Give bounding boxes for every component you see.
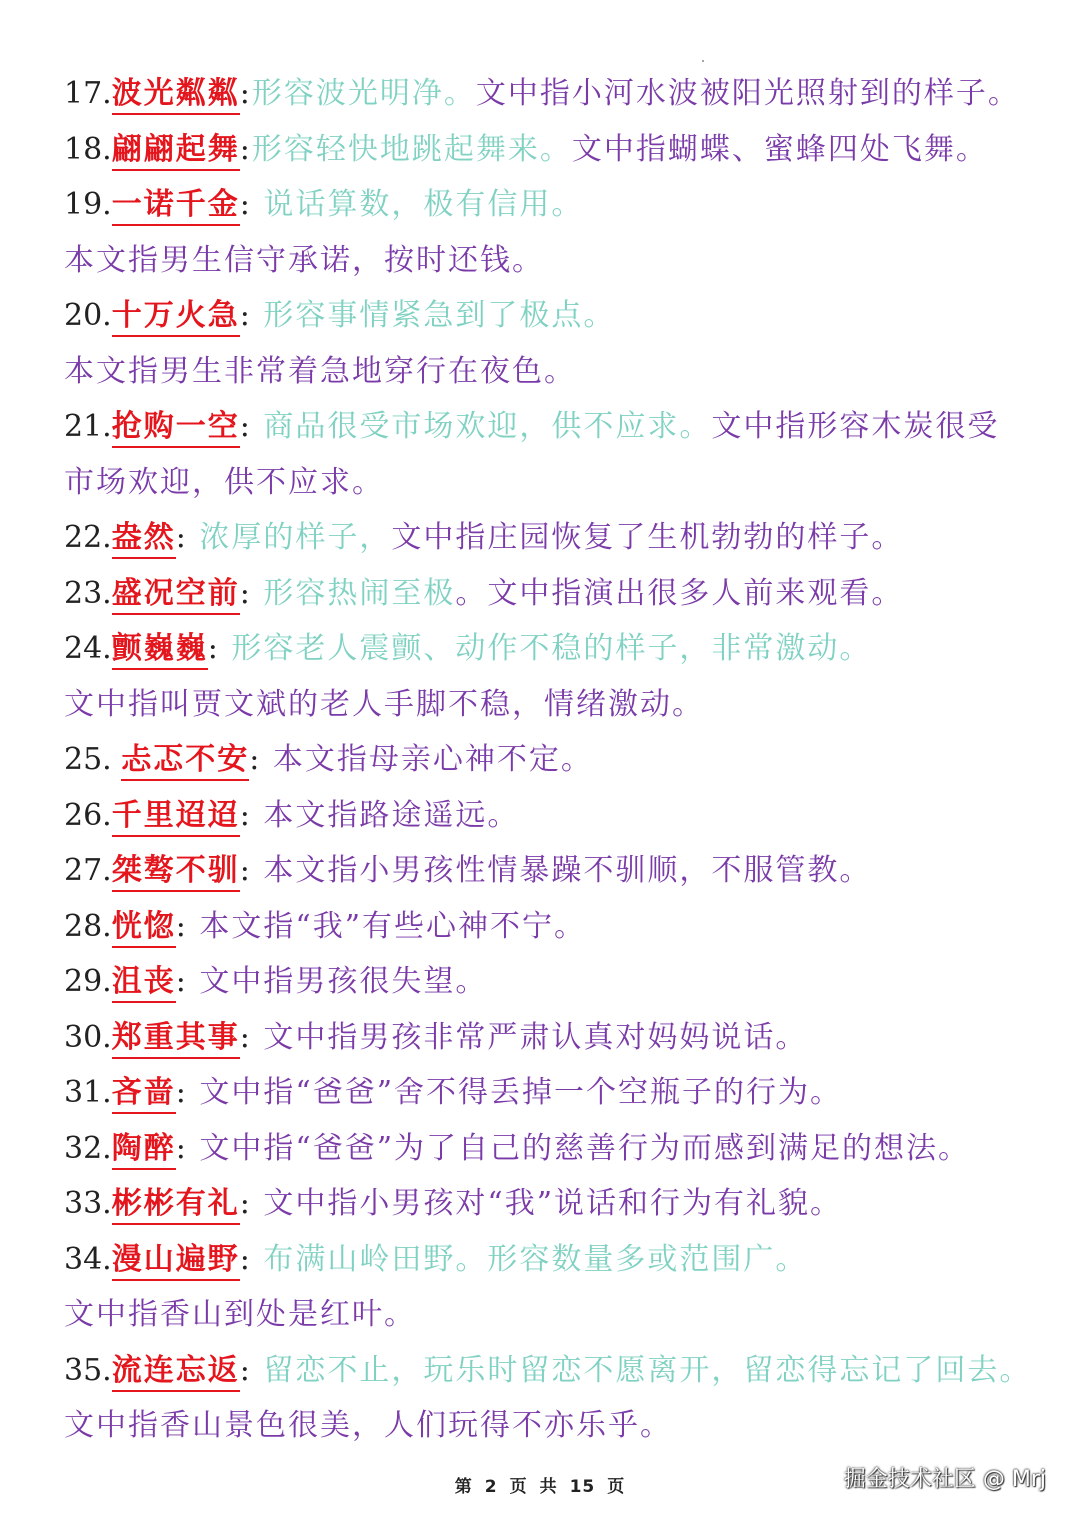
entry-colon: :	[239, 131, 252, 167]
entry-context: 文中指“爸爸”为了自己的慈善行为而感到满足的想法。	[199, 1130, 971, 1166]
entry-number: 24.	[64, 631, 112, 666]
entry-number: 19.	[64, 187, 112, 222]
entry-line	[64, 288, 1024, 344]
entry-colon: :	[175, 964, 200, 999]
entry-line	[64, 566, 1024, 622]
footer-last: 页	[607, 1477, 626, 1497]
entry-term: 千里迢迢	[112, 798, 240, 837]
entry-line	[64, 621, 1024, 677]
entry-colon: :	[239, 1241, 264, 1277]
entry-colon: :	[175, 1075, 200, 1110]
footer-first: 第	[454, 1477, 473, 1497]
entry-term: 忐忑不安	[121, 742, 249, 781]
entry-term: 吝啬	[112, 1075, 176, 1114]
entry-context-continuation: 文中指香山景色很美，人们玩得不亦乐乎。	[64, 1408, 672, 1443]
entry-term: 流连忘返	[112, 1353, 240, 1392]
entry-context: 文中指男孩很失望。	[199, 964, 488, 999]
entry-context: 本文指小男孩性情暴躁不驯顺，不服管教。	[263, 853, 872, 888]
entry-line	[64, 1343, 1032, 1399]
entry-line	[64, 177, 1024, 233]
entry-term: 抢购一空	[112, 409, 240, 448]
entry-line	[64, 1121, 1024, 1177]
entry-context: 文中指形容木炭很受	[711, 409, 1000, 444]
entry-term: 沮丧	[112, 964, 176, 1003]
entry-colon: :	[207, 631, 232, 666]
entry-line	[64, 732, 1024, 788]
entry-definition: 商品很受市场欢迎，供不应求。	[263, 409, 712, 444]
entry-definition: 说话算数，极有信用。	[263, 187, 584, 222]
entry-definition: 布满山岭田野。形容数量多或范围广。	[263, 1241, 808, 1277]
entry-colon: :	[175, 908, 200, 944]
entry-line	[64, 843, 1024, 899]
entry-context: 本文指路途遥远。	[263, 797, 520, 833]
entry-term: 恍惚	[112, 909, 176, 948]
entry-term: 翩翩起舞	[112, 132, 240, 171]
entry-term: 彬彬有礼	[112, 1186, 240, 1225]
entry-context: 文中指小河水波被阳光照射到的样子。	[475, 76, 1020, 111]
watermark: 掘金技术社区 @ Mrj	[843, 1467, 1046, 1492]
entry-term: 盎然	[112, 520, 176, 559]
entry-line	[64, 788, 1024, 844]
footer-page-number: 2	[484, 1477, 498, 1497]
entry-context: 文中指小男孩对“我”说话和行为有礼貌。	[263, 1186, 843, 1221]
entry-line	[64, 954, 1024, 1010]
entry-term: 十万火急	[112, 298, 240, 337]
entry-context-continuation: 本文指男生非常着急地穿行在夜色。	[64, 353, 576, 389]
entry-term: 一诺千金	[112, 187, 240, 226]
entry-colon: :	[239, 76, 252, 111]
entry-colon: :	[239, 575, 264, 611]
entry-context-continuation: 文中指叫贾文斌的老人手脚不稳，情绪激动。	[64, 686, 704, 722]
entry-definition: 形容波光明净。	[251, 76, 476, 111]
entry-number: 35.	[64, 1352, 112, 1388]
entry-colon: :	[239, 1186, 264, 1221]
entry-line	[64, 122, 1024, 178]
entry-context: 本文指母亲心神不定。	[272, 742, 593, 777]
entry-colon: :	[239, 298, 264, 333]
entry-number: 17.	[64, 76, 112, 111]
entry-definition: 浓厚的样子，	[199, 520, 392, 555]
entry-context-continuation: 文中指香山到处是红叶。	[64, 1297, 416, 1332]
entry-context: 文中指庄园恢复了生机勃勃的样子。	[391, 520, 904, 555]
entry-term: 盛况空前	[112, 576, 240, 615]
entry-number: 25.	[64, 742, 122, 777]
entry-line	[64, 1010, 1024, 1066]
entry-term: 波光粼粼	[112, 76, 240, 115]
entry-number: 33.	[64, 1186, 112, 1221]
footer-total-label: 共	[539, 1477, 558, 1497]
entry-line	[64, 1176, 1024, 1232]
entry-term: 郑重其事	[112, 1020, 240, 1059]
entry-definition: 形容事情紧急到了极点。	[263, 298, 616, 333]
entry-context: 文中指蝴蝶、蜜蜂四处飞舞。	[571, 131, 988, 167]
entry-colon: :	[239, 1019, 264, 1055]
entry-number: 31.	[64, 1075, 112, 1110]
entry-line	[64, 1232, 1024, 1288]
entry-number: 22.	[64, 520, 112, 555]
entry-context: 文中指“爸爸”舍不得丢掉一个空瓶子的行为。	[199, 1075, 843, 1110]
entry-definition: 形容热闹至极	[263, 575, 456, 611]
entry-term: 陶醉	[112, 1131, 176, 1170]
entry-number: 20.	[64, 298, 112, 333]
stray-dot	[702, 60, 704, 62]
entry-line	[64, 1065, 1024, 1121]
entry-term: 漫山遍野	[112, 1242, 240, 1281]
entry-colon: :	[175, 1130, 200, 1166]
entry-term: 桀骜不驯	[112, 853, 240, 892]
entry-number: 26.	[64, 797, 112, 833]
entry-colon: :	[239, 1352, 264, 1388]
entry-line	[64, 66, 1024, 122]
entry-context: 。文中指演出很多人前来观看。	[455, 575, 904, 611]
entry-line	[64, 899, 1024, 955]
entry-context: 本文指“我”有些心神不宁。	[199, 908, 587, 944]
entry-number: 18.	[64, 131, 112, 167]
entry-number: 29.	[64, 964, 112, 999]
entry-colon: :	[239, 187, 264, 222]
entry-line	[64, 510, 1024, 566]
entry-definition: 形容老人震颤、动作不稳的样子，非常激动。	[231, 631, 872, 666]
footer-mid: 页	[509, 1477, 528, 1497]
entry-number: 23.	[64, 575, 112, 611]
entry-context-continuation: 本文指男生信守承诺，按时还钱。	[64, 242, 544, 278]
entry-colon: :	[239, 409, 264, 444]
vocabulary-list	[64, 66, 1032, 1454]
entry-colon: :	[239, 853, 264, 888]
entry-term: 颤巍巍	[112, 631, 208, 670]
entry-number: 21.	[64, 409, 112, 444]
entry-number: 32.	[64, 1130, 112, 1166]
footer-total: 15	[569, 1477, 596, 1497]
entry-context: 文中指男孩非常严肃认真对妈妈说话。	[263, 1019, 808, 1055]
entry-line	[64, 399, 1024, 455]
entry-colon: :	[249, 742, 273, 777]
entry-definition: 留恋不止，玩乐时留恋不愿离开，留恋得忘记了回去。	[263, 1352, 1032, 1388]
entry-context-continuation: 市场欢迎，供不应求。	[64, 464, 384, 500]
entry-colon: :	[239, 797, 264, 833]
entry-number: 30.	[64, 1019, 112, 1055]
entry-number: 34.	[64, 1241, 112, 1277]
entry-colon: :	[175, 520, 200, 555]
entry-definition: 形容轻快地跳起舞来。	[251, 131, 572, 167]
entry-number: 27.	[64, 853, 112, 888]
entry-number: 28.	[64, 908, 112, 944]
